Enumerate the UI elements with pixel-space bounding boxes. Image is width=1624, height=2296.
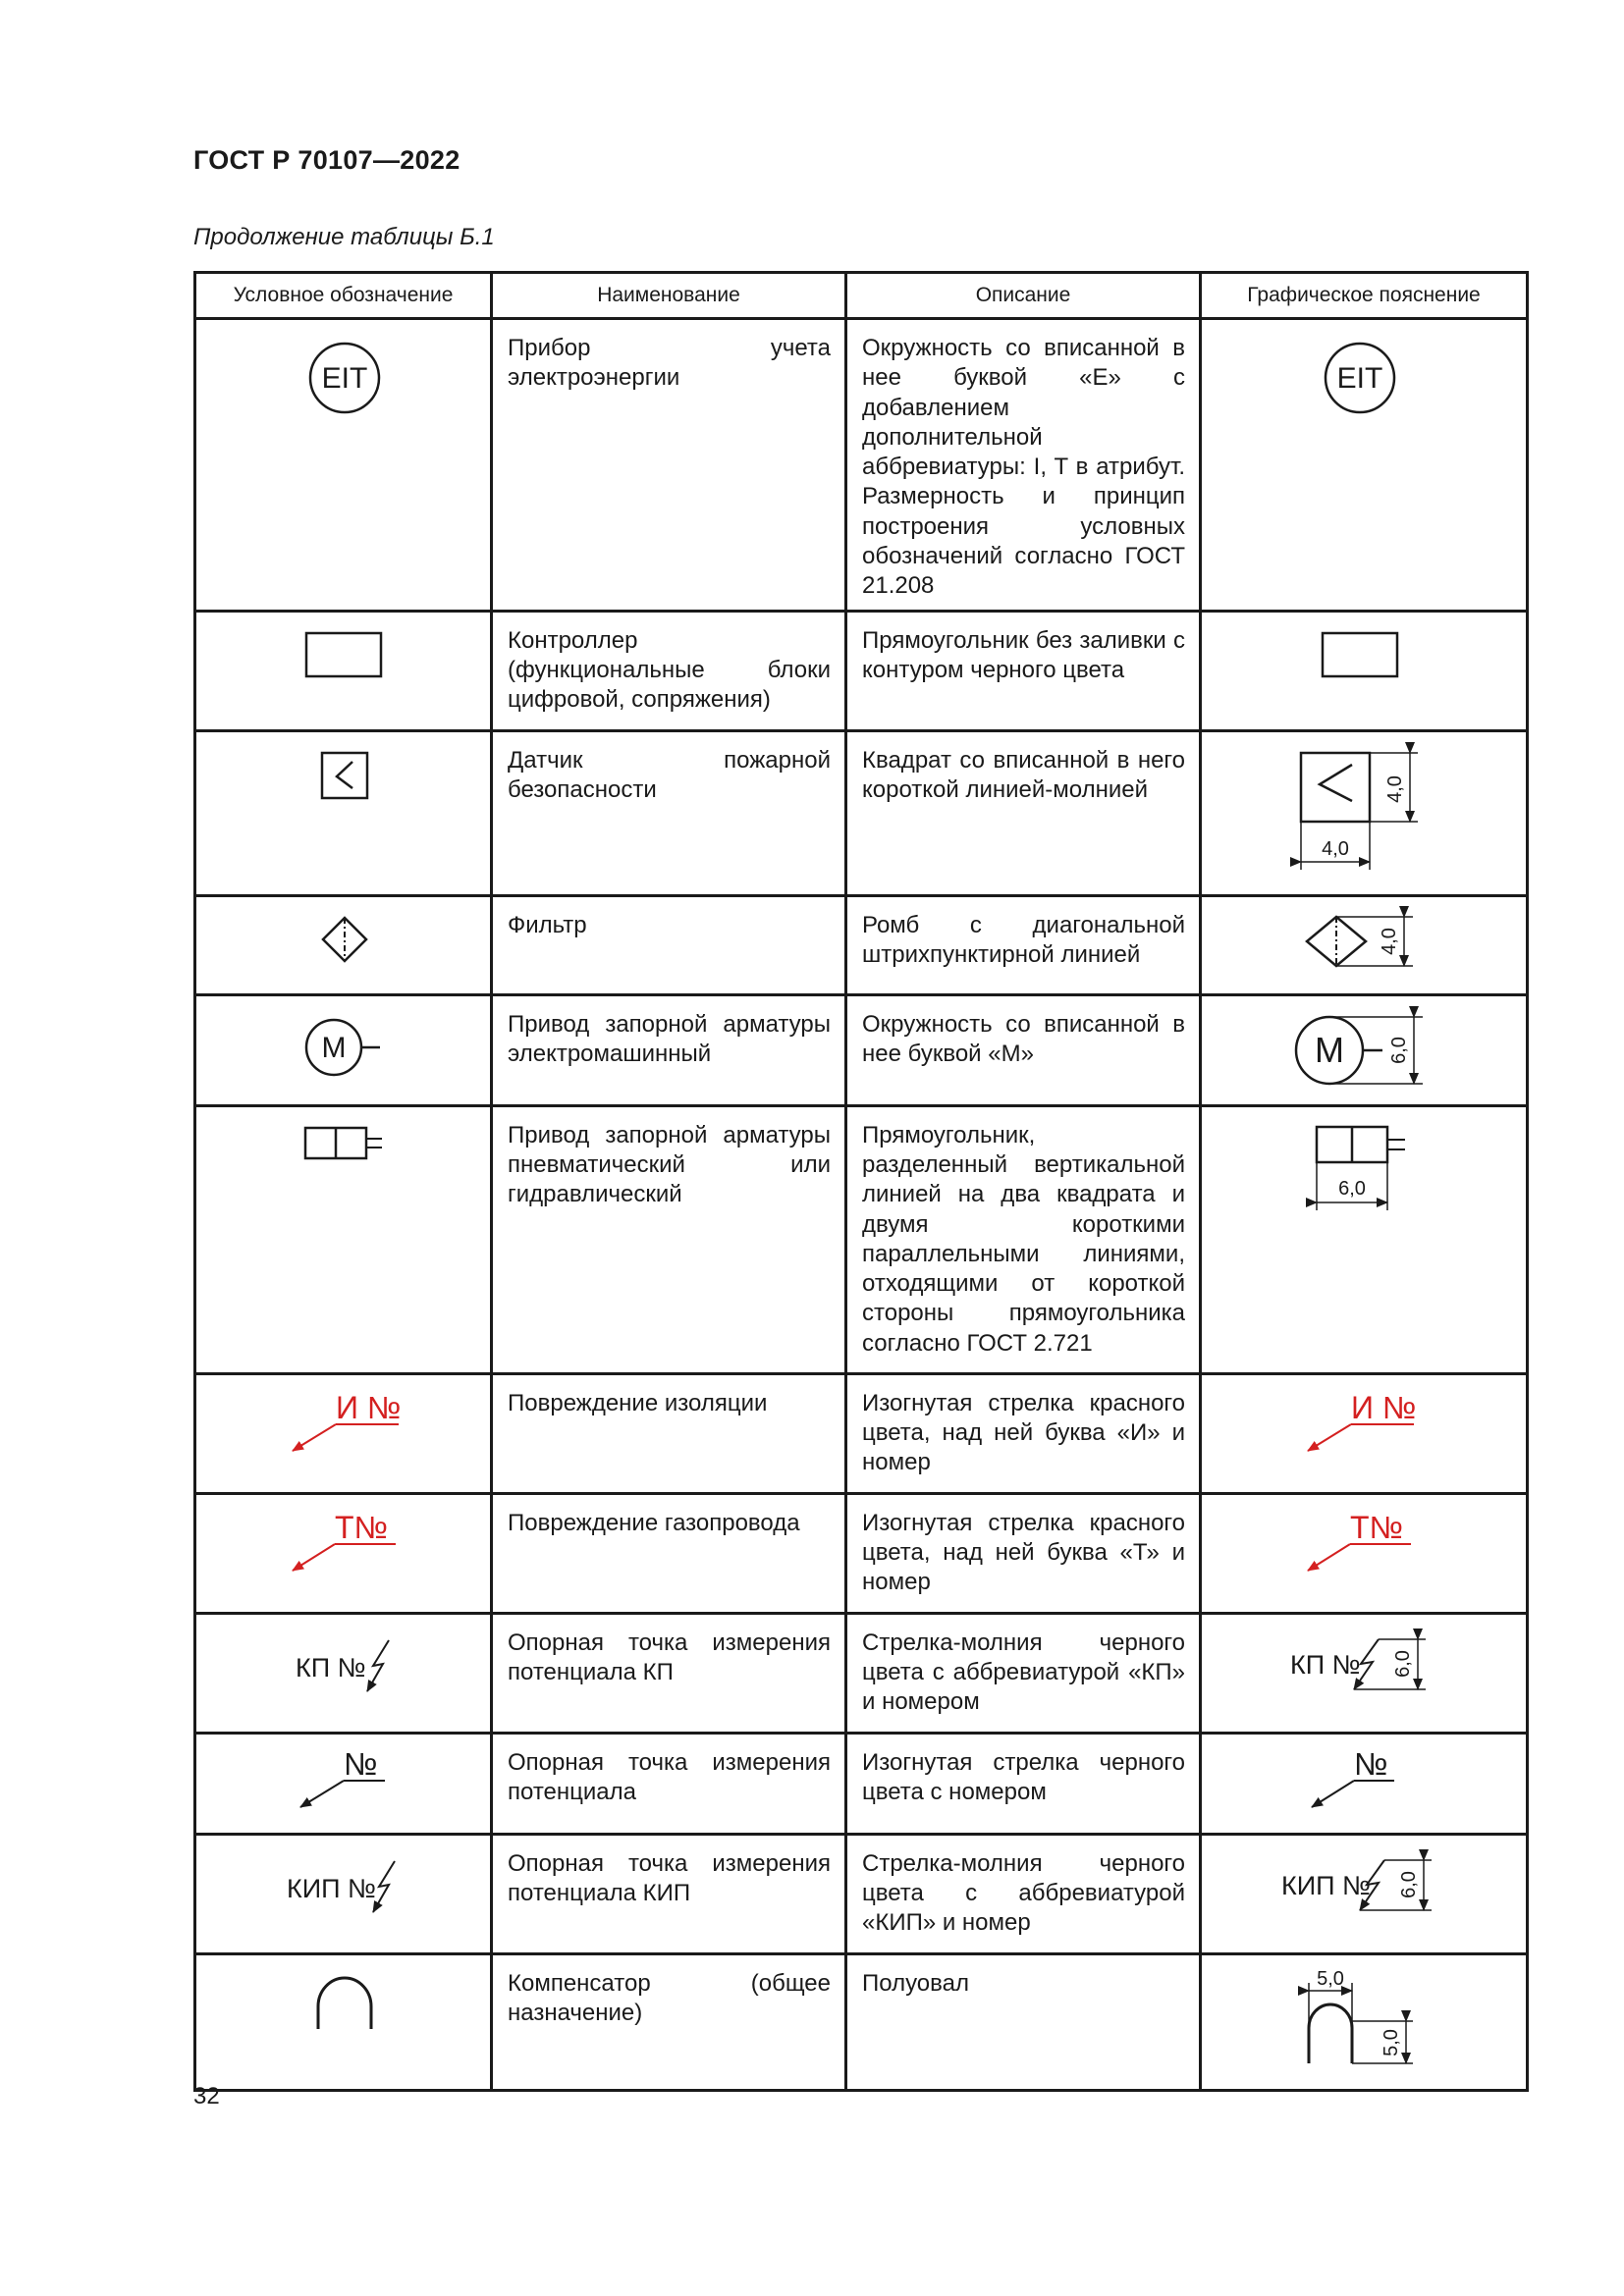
controller-rectangle-icon <box>1202 613 1529 732</box>
row-name: Компенсатор (общее назначение) <box>508 1969 831 2026</box>
controller-rectangle-icon <box>196 613 493 732</box>
name-cell <box>492 1733 846 1834</box>
name-cell <box>492 319 846 612</box>
filter-rhombus-icon <box>196 897 493 996</box>
symbol-cell <box>195 994 492 1105</box>
explanation-cell <box>1201 611 1528 730</box>
page-number: 32 <box>193 2083 220 2109</box>
explanation-label: И № <box>1351 1389 1417 1425</box>
symbol-label: Т№ <box>335 1509 388 1545</box>
fire-sensor-square-icon <box>196 732 493 897</box>
explanation-label: КП № <box>1290 1649 1361 1680</box>
symbol-cell <box>195 319 492 612</box>
symbol-cell <box>195 1493 492 1613</box>
column-header-explanation: Графическое пояснение <box>1201 273 1528 319</box>
name-cell <box>492 611 846 730</box>
description-cell <box>846 1373 1201 1493</box>
table-row <box>195 895 1528 994</box>
document-header: ГОСТ Р 70107—2022 <box>193 145 460 175</box>
symbol-cell <box>195 1733 492 1834</box>
pipeline-damage-arrow-icon <box>196 1495 493 1615</box>
dimension-horizontal: 5,0 <box>1317 1967 1344 1990</box>
explanation-cell <box>1201 1493 1528 1613</box>
dimension-vertical: 4,0 <box>1379 927 1400 955</box>
lightning-arrow-icon <box>196 1615 493 1735</box>
description-cell <box>846 730 1201 895</box>
row-description: Окружность со вписанной в нее буквой «М» <box>862 1010 1185 1067</box>
row-description: Стрелка-молния черного цвета с аббревиатурой «КП» и номером <box>862 1629 1185 1716</box>
table-caption: Продолжение таблицы Б.1 <box>193 224 495 250</box>
insulation-damage-arrow-icon <box>196 1375 493 1495</box>
description-cell <box>846 895 1201 994</box>
explanation-cell <box>1201 994 1528 1105</box>
table-row <box>195 1493 1528 1613</box>
symbol-cell <box>195 1105 492 1373</box>
explanation-cell <box>1201 319 1528 612</box>
dimension-horizontal: 6,0 <box>1338 1177 1366 1200</box>
explanation-label: КИП № <box>1281 1870 1372 1900</box>
symbol-label: И № <box>336 1389 402 1425</box>
explanation-cell <box>1201 1834 1528 1953</box>
dimension-vertical: 4,0 <box>1384 774 1406 803</box>
symbol-label: КП № <box>296 1652 366 1682</box>
electric-drive-circle-icon <box>196 996 493 1107</box>
row-description: Изогнутая стрелка красного цвета, над ней буква «Т» и номер <box>862 1509 1185 1596</box>
table-row <box>195 1105 1528 1373</box>
symbol-label: EIT <box>321 362 368 395</box>
lightning-arrow-dimension-icon <box>1202 1615 1529 1735</box>
dimension-vertical: 6,0 <box>1398 1870 1420 1898</box>
pneumatic-drive-icon <box>196 1107 493 1375</box>
description-cell <box>846 994 1201 1105</box>
name-cell <box>492 1834 846 1953</box>
row-name: Привод запорной арматуры пневматический или гидравлический <box>508 1121 831 1208</box>
table-row <box>195 1373 1528 1493</box>
row-name: Повреждение газопровода <box>508 1509 800 1536</box>
row-description: Стрелка-молния черного цвета с аббревиатурой «КИП» и номер <box>862 1849 1185 1937</box>
dimension-horizontal: 4,0 <box>1322 837 1349 860</box>
row-name: Фильтр <box>508 911 587 938</box>
dimension-vertical: 6,0 <box>1388 1036 1410 1064</box>
reference-point-arrow-icon <box>196 1735 493 1836</box>
symbol-cell <box>195 730 492 895</box>
description-cell <box>846 1733 1201 1834</box>
explanation-cell <box>1201 1613 1528 1733</box>
explanation-cell <box>1201 1953 1528 2090</box>
filter-dimension-icon <box>1202 897 1529 996</box>
explanation-cell <box>1201 1373 1528 1493</box>
symbols-table <box>193 271 1529 2092</box>
symbol-cell <box>195 611 492 730</box>
explanation-cell <box>1201 730 1528 895</box>
pipeline-damage-arrow-icon <box>1202 1495 1529 1615</box>
row-name: Контроллер (функциональные блоки цифровой, сопряжения) <box>508 626 831 714</box>
symbol-cell <box>195 1953 492 2090</box>
explanation-label: М <box>1315 1029 1344 1070</box>
table-row <box>195 1834 1528 1953</box>
row-name: Датчик пожарной безопасности <box>508 746 831 803</box>
name-cell <box>492 1373 846 1493</box>
explanation-label: EIT <box>1336 362 1383 395</box>
description-cell <box>846 319 1201 612</box>
description-cell <box>846 1613 1201 1733</box>
row-description: Изогнутая стрелка красного цвета, над ней буква «И» и номер <box>862 1389 1185 1476</box>
symbol-cell <box>195 1834 492 1953</box>
row-name: Прибор учета электроэнергии <box>508 335 831 392</box>
name-cell <box>492 1105 846 1373</box>
meter-circle-icon <box>1202 320 1529 589</box>
name-cell <box>492 895 846 994</box>
name-cell <box>492 994 846 1105</box>
table-row <box>195 319 1528 612</box>
name-cell <box>492 1493 846 1613</box>
insulation-damage-arrow-icon <box>1202 1375 1529 1495</box>
meter-circle-icon <box>196 320 493 589</box>
row-name: Опорная точка измерения потенциала КП <box>508 1629 831 1685</box>
fire-sensor-dimension-icon <box>1202 732 1529 897</box>
pneumatic-drive-dimension-icon <box>1202 1107 1529 1375</box>
row-description: Ромб с диагональной штрихпунктирной линией <box>862 911 1185 968</box>
table-row <box>195 611 1528 730</box>
row-description: Изогнутая стрелка черного цвета с номером <box>862 1748 1185 1805</box>
table-row <box>195 1733 1528 1834</box>
row-description: Квадрат со вписанной в него короткой линией-молнией <box>862 746 1185 803</box>
table-row <box>195 994 1528 1105</box>
explanation-cell <box>1201 895 1528 994</box>
row-name: Опорная точка измерения потенциала КИП <box>508 1849 831 1906</box>
row-name: Опорная точка измерения потенциала <box>508 1748 831 1805</box>
description-cell <box>846 1834 1201 1953</box>
explanation-cell <box>1201 1733 1528 1834</box>
row-description: Окружность со вписанной в нее буквой «Е» с добавлением дополнительной аббревиатуры: I, T в атрибут. Размерность и принцип построения условных обозначений согласно ГОСТ 21.208 <box>862 335 1185 600</box>
name-cell <box>492 1953 846 2090</box>
column-header-description: Описание <box>846 273 1201 319</box>
symbol-cell <box>195 1373 492 1493</box>
explanation-cell <box>1201 1105 1528 1373</box>
explanation-label: № <box>1354 1745 1388 1782</box>
symbol-label: КИП № <box>287 1873 377 1903</box>
lightning-arrow-icon <box>196 1836 493 1955</box>
description-cell <box>846 611 1201 730</box>
table-header-row <box>195 273 1528 319</box>
description-cell <box>846 1953 1201 2090</box>
compensator-dimension-icon <box>1202 1955 1529 2092</box>
symbol-cell <box>195 895 492 994</box>
reference-point-arrow-icon <box>1202 1735 1529 1836</box>
table-row <box>195 730 1528 895</box>
row-name: Повреждение изоляции <box>508 1389 768 1416</box>
dimension-vertical: 5,0 <box>1380 2028 1402 2056</box>
table-row <box>195 1953 1528 2090</box>
explanation-label: Т№ <box>1350 1509 1403 1545</box>
electric-drive-dimension-icon <box>1202 996 1529 1107</box>
name-cell <box>492 1613 846 1733</box>
symbol-label: № <box>344 1745 378 1782</box>
row-name: Привод запорной арматуры электромашинный <box>508 1010 831 1067</box>
column-header-name: Наименование <box>492 273 846 319</box>
dimension-vertical: 6,0 <box>1392 1649 1414 1678</box>
name-cell <box>492 730 846 895</box>
row-description: Полуовал <box>862 1969 969 1997</box>
symbol-cell <box>195 1613 492 1733</box>
lightning-arrow-dimension-icon <box>1202 1836 1529 1955</box>
symbol-label: М <box>321 1031 347 1064</box>
column-header-symbol: Условное обозначение <box>195 273 492 319</box>
description-cell <box>846 1493 1201 1613</box>
row-description: Прямоугольник, разделенный вертикальной линией на два квадрата и двумя короткими параллельными линиями, отходящими от короткой стороны прямоугольника согласно ГОСТ 2.721 <box>862 1121 1185 1357</box>
compensator-half-oval-icon <box>196 1955 493 2092</box>
row-description: Прямоугольник без заливки с контуром черного цвета <box>862 626 1185 683</box>
description-cell <box>846 1105 1201 1373</box>
table-row <box>195 1613 1528 1733</box>
